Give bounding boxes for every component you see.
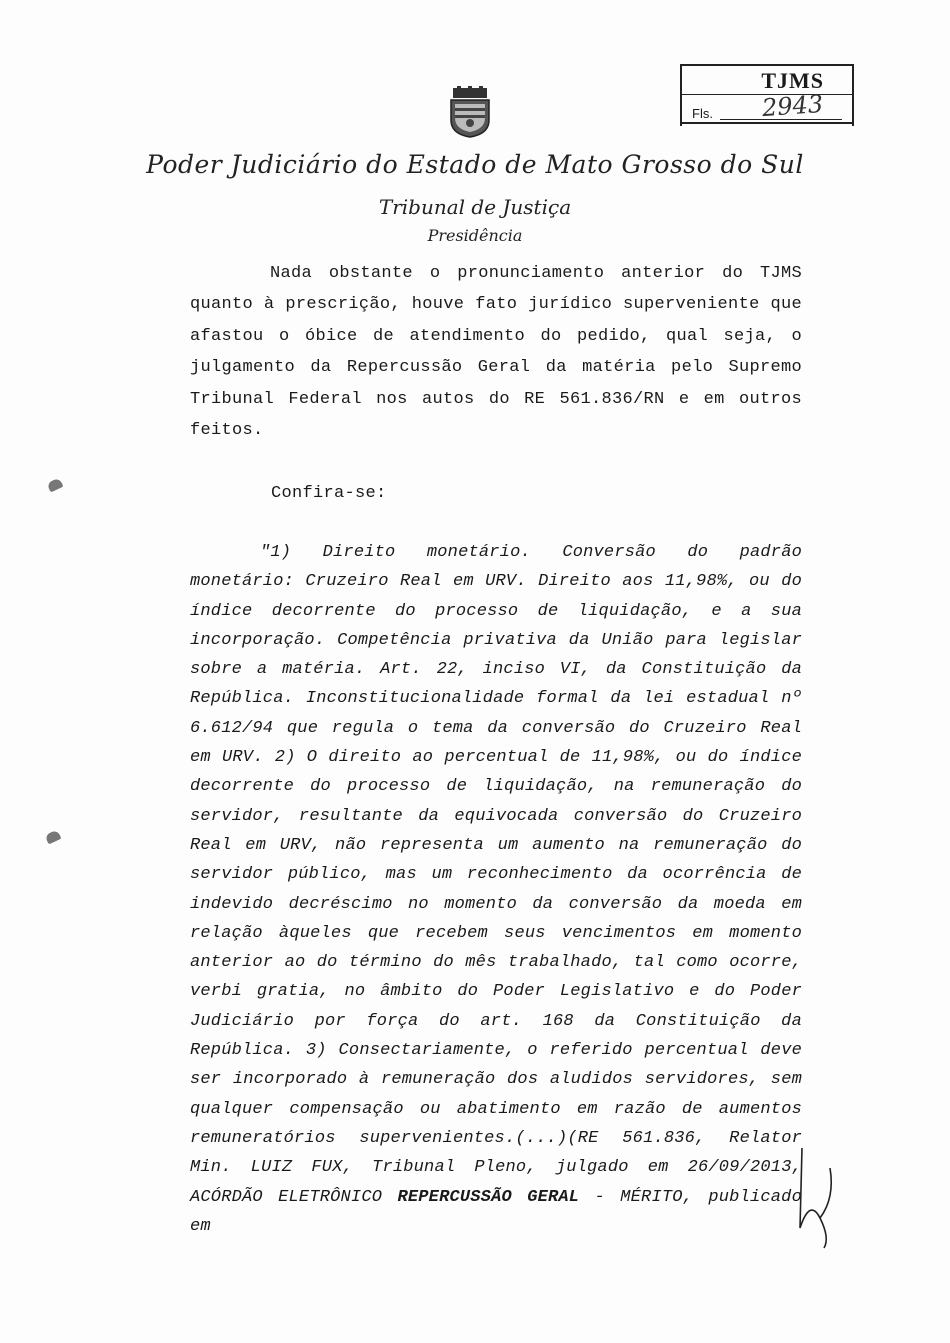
quote-text-start: "1) Direito monetário. Conversão do padrão monetário: Cruzeiro Real em URV. Direito aos 11,98%, ou do índice decorrente do processo de liquidação, e a sua incorporação. Competência privativa da União para legislar sobre a matéria. Art. 22, inciso VI, da Constituição da República. Inconstitucionalidade formal da lei estadual nº 6.612/94 que regula o tema da conversão do Cruzeiro Real em URV. 2) O direito ao percentual de 11,98%, ou do índice decorrente do processo de liquidação, na remuneração do servidor, resultante da equivocada conversão do Cruzeiro Real em URV, não representa um aumento na remuneração do servidor público, mas um reconhecimento da ocorrência de indevido decréscimo no momento da conversão da moeda em relação àqueles que recebem seus vencimentos em momento anterior ao do término do mês trabalhado, tal como ocorre, verbi gratia, no âmbito do Poder Legislativo e do Poder Judiciário por força do art. 168 da Constituição da República. 3) Consectariamente, o referido percentual deve ser incorporado à remuneração dos aludidos servidores, sem qualquer compensação ou abatimento em razão de aumentos remuneratórios supervenientes.(...)(RE 561.836, Relator Min. LUIZ FUX, Tribunal Pleno, julgado em 26/09/2013, ACÓRDÃO ELETRÔNICO <box>190 543 802 1207</box>
handwritten-rubric <box>790 1138 850 1258</box>
stamp-page-number: 2943 <box>761 89 824 123</box>
presidency-heading: Presidência <box>427 226 523 245</box>
coat-of-arms-icon <box>445 86 495 138</box>
paragraph-confira: Confira-se: <box>271 484 387 503</box>
stamp-title: TJMS <box>761 68 824 93</box>
stamp-base-line <box>680 122 854 124</box>
quoted-precedent <box>190 538 802 1241</box>
tribunal-heading: Tribunal de Justiça <box>378 195 572 219</box>
quote-text-end: - MÉRITO, publicado em <box>190 1187 802 1236</box>
punch-hole-mark <box>45 830 62 845</box>
paragraph-prescription: Nada obstante o pronunciamento anterior do TJMS quanto à prescrição, houve fato jurídico superveniente que afastou o óbice de atendimento do pedido, qual seja, o julgamento da Repercussão Geral da matéria pelo Supremo Tribunal Federal nos autos do RE 561.836/RN e em outros feitos. <box>190 264 802 441</box>
stamp-fls-label: Fls. <box>692 106 713 121</box>
tjms-stamp <box>680 64 854 126</box>
quote-bold-term: REPERCUSSÃO GERAL <box>397 1187 580 1207</box>
court-name-heading: Poder Judiciário do Estado de Mato Grosso do Sul <box>146 150 804 179</box>
punch-hole-mark <box>47 478 64 493</box>
